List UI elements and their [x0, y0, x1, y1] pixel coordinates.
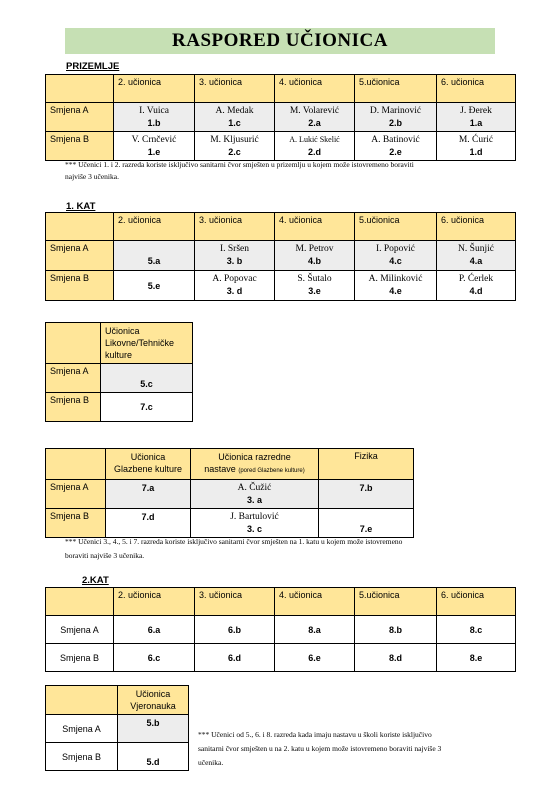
class-cell	[191, 509, 319, 538]
class-code: 6.b	[227, 624, 241, 635]
class-cell	[101, 393, 193, 422]
class-code: 8.a	[308, 624, 321, 635]
table-row	[46, 480, 414, 509]
header-cell: 3. učionica	[195, 75, 275, 103]
header-cell: 4. učionica	[275, 588, 355, 616]
header-cell: 3. učionica	[195, 588, 275, 616]
class-cell	[275, 271, 355, 301]
class-cell	[355, 616, 437, 644]
note-prizemlje-line2: najviše 3 učenika.	[65, 172, 119, 181]
header-line: kulture	[105, 350, 133, 360]
class-cell	[355, 103, 437, 132]
class-cell	[437, 103, 516, 132]
header-line: Vjeronauka	[130, 701, 176, 711]
teacher-name: V. Crnčević	[131, 135, 177, 145]
header-corner	[46, 686, 118, 715]
teacher-name: A. Batinović	[371, 135, 420, 145]
row-label: Smjena B	[46, 644, 114, 672]
section-heading-2-kat: 2.KAT	[82, 575, 109, 586]
header-cell: 5.učionica	[355, 213, 437, 241]
teacher-name: D. Marinović	[369, 106, 422, 116]
class-code: 7.c	[140, 402, 153, 412]
class-cell	[114, 241, 195, 271]
row-label: Smjena B	[46, 132, 114, 161]
class-code: 4.b	[307, 256, 321, 266]
class-cell	[191, 480, 319, 509]
section-heading-prizemlje: PRIZEMLJE	[66, 61, 120, 72]
teacher-name: I. Vuica	[139, 106, 169, 116]
note-2-kat-line2: sanitarni čvor smješten u na 2. katu u kojem može istovremeno boraviti najviše 3	[198, 744, 442, 753]
teacher-name: I. Sršen	[219, 244, 250, 254]
teacher-name: I. Popović	[375, 244, 416, 254]
class-cell	[118, 743, 189, 771]
teacher-name: J. Bartulović	[230, 512, 279, 522]
teacher-name: M. Volarević	[289, 106, 340, 116]
class-code: 1.c	[228, 118, 241, 128]
class-code: 1.b	[147, 118, 161, 128]
class-cell	[195, 103, 275, 132]
class-code: 3.e	[308, 286, 321, 296]
header-cell	[118, 686, 189, 715]
header-cell: 2. učionica	[114, 75, 195, 103]
row-label: Smjena A	[46, 103, 114, 132]
table-likovna-tehnicka	[45, 322, 193, 422]
header-corner	[46, 75, 114, 103]
class-cell	[275, 644, 355, 672]
class-code: 6.e	[308, 652, 321, 663]
page-title: RASPORED UČIONICA	[65, 28, 495, 54]
header-cell	[101, 323, 193, 364]
row-label: Smjena A	[46, 364, 101, 393]
header-line: nastave	[204, 464, 236, 474]
header-cell	[106, 449, 191, 480]
class-cell	[114, 271, 195, 301]
class-code: 5.d	[146, 757, 160, 767]
note-2-kat-line3: učenika.	[198, 758, 224, 767]
class-code: 2.c	[228, 147, 241, 157]
teacher-name: M. Petrov	[295, 244, 334, 254]
header-line: Učionica razredne	[218, 452, 291, 462]
note-1-kat-line1: *** Učenici 3., 4., 5. i 7. razreda koriste isključivo sanitarni čvor smješten na 1. katu u kojem može istovremeno	[65, 537, 403, 546]
class-cell	[355, 241, 437, 271]
teacher-name	[118, 243, 190, 255]
header-corner	[46, 449, 106, 480]
class-cell	[114, 103, 195, 132]
header-cell: 4. učionica	[275, 75, 355, 103]
class-cell	[437, 616, 516, 644]
teacher-name: S. Šutalo	[297, 274, 332, 284]
header-line: Glazbene kulture	[113, 464, 183, 474]
table-row	[46, 364, 193, 393]
class-code: 2.e	[389, 147, 402, 157]
class-code: 6.a	[147, 624, 161, 635]
class-cell	[106, 509, 191, 538]
note-prizemlje-line1: *** Učenici 1. i 2. razreda koriste isključivo sanitarni čvor smješten u prizemlju u kojem može istovremeno boraviti	[65, 160, 414, 169]
class-cell	[195, 616, 275, 644]
class-code: 6.c	[147, 652, 161, 663]
class-code: 6.d	[227, 652, 241, 663]
class-code: 8.d	[388, 652, 402, 663]
class-code: 8.e	[469, 652, 483, 663]
class-cell	[437, 271, 516, 301]
table-vjeronauk	[45, 685, 189, 771]
header-line: Likovne/Tehničke	[105, 338, 175, 348]
header-cell: 3. učionica	[195, 213, 275, 241]
class-cell	[355, 271, 437, 301]
table-2-kat	[45, 587, 516, 672]
class-code: 1.a	[469, 118, 483, 128]
teacher-name: P. Ćerlek	[458, 274, 494, 284]
header-cell: 5.učionica	[355, 75, 437, 103]
header-cell: Fizika	[319, 449, 414, 480]
header-cell: 4. učionica	[275, 213, 355, 241]
table-1-kat	[45, 212, 516, 301]
class-code: 8.b	[388, 624, 402, 635]
row-label: Smjena B	[46, 393, 101, 422]
class-cell	[355, 132, 437, 161]
row-label: Smjena A	[46, 241, 114, 271]
class-cell	[437, 241, 516, 271]
teacher-name: A. Medak	[215, 106, 254, 116]
note-1-kat-line2: boraviti najviše 3 učenika.	[65, 551, 145, 560]
table-glazbena-fizika	[45, 448, 414, 538]
header-cell	[191, 449, 319, 480]
header-cell: 2. učionica	[114, 588, 195, 616]
class-code: 2.b	[388, 118, 402, 128]
table-row	[46, 743, 189, 771]
teacher-name: A. Čužić	[237, 483, 272, 493]
class-code: 3. b	[226, 256, 243, 266]
header-subnote: (pored Glazbene kulture)	[238, 468, 305, 474]
class-cell	[355, 644, 437, 672]
class-cell	[275, 616, 355, 644]
section-heading-1-kat: 1. KAT	[66, 201, 96, 212]
teacher-name: A. Milinković	[368, 274, 423, 284]
row-label: Smjena A	[46, 715, 118, 743]
class-code: 5.b	[146, 718, 160, 728]
header-cell: 5.učionica	[355, 588, 437, 616]
class-code: 3. d	[226, 286, 243, 296]
table-row	[46, 241, 516, 271]
table-row	[46, 715, 189, 743]
class-code: 7.e	[359, 524, 373, 534]
class-code: 7.b	[359, 483, 373, 493]
teacher-name: M. Ćurić	[458, 135, 494, 145]
header-corner	[46, 588, 114, 616]
class-cell	[118, 715, 189, 743]
header-corner	[46, 213, 114, 241]
header-cell: 6. učionica	[437, 588, 516, 616]
class-cell	[195, 241, 275, 271]
header-cell: 6. učionica	[437, 75, 516, 103]
row-label: Smjena B	[46, 743, 118, 771]
header-cell: 6. učionica	[437, 213, 516, 241]
teacher-name: J. Đerek	[460, 106, 492, 116]
class-cell	[114, 132, 195, 161]
class-cell	[106, 480, 191, 509]
class-code: 4.a	[469, 256, 483, 266]
teacher-name: N. Šunjić	[458, 244, 494, 254]
header-cell: 2. učionica	[114, 213, 195, 241]
class-cell	[437, 644, 516, 672]
class-code: 7.a	[141, 483, 155, 493]
table-row	[46, 132, 516, 161]
row-label: Smjena A	[46, 616, 114, 644]
class-code: 3. c	[246, 524, 262, 534]
class-cell	[195, 271, 275, 301]
teacher-name: A. Popovac	[212, 274, 257, 284]
class-code: 2.a	[308, 118, 321, 128]
class-code: 2.d	[307, 147, 321, 157]
table-row	[46, 509, 414, 538]
class-code: 5.c	[140, 379, 153, 389]
class-code: 4.e	[389, 286, 402, 296]
class-cell	[114, 616, 195, 644]
note-2-kat-line1: *** Učenici od 5., 6. i 8. razreda kada imaju nastavu u školi koriste isključivo	[198, 730, 432, 739]
class-cell	[319, 480, 414, 509]
class-cell	[275, 132, 355, 161]
table-row	[46, 644, 516, 672]
class-code: 1.d	[469, 147, 483, 157]
class-code: 1.e	[147, 147, 161, 157]
row-label: Smjena B	[46, 271, 114, 301]
class-cell	[195, 132, 275, 161]
class-cell	[319, 509, 414, 538]
class-code: 4.d	[469, 286, 483, 296]
table-row	[46, 103, 516, 132]
header-line: Učionica	[105, 326, 140, 336]
table-row	[46, 393, 193, 422]
class-cell	[275, 103, 355, 132]
teacher-name: A. Lukić Skelić	[289, 135, 340, 144]
header-line: Učionica	[130, 452, 166, 462]
class-code: 3. a	[246, 495, 262, 505]
class-cell	[195, 644, 275, 672]
header-line: Učionica	[135, 689, 171, 699]
class-code: 5.a	[147, 256, 161, 266]
row-label: Smjena B	[46, 509, 106, 538]
teacher-name: M. Kljusurić	[210, 135, 259, 145]
class-cell	[101, 364, 193, 393]
table-row	[46, 616, 516, 644]
class-cell	[114, 644, 195, 672]
class-code: 7.d	[141, 512, 155, 522]
class-cell	[437, 132, 516, 161]
class-code: 8.c	[469, 624, 483, 635]
class-code: 4.c	[389, 256, 402, 266]
class-code: 5.e	[147, 280, 161, 291]
class-cell	[275, 241, 355, 271]
header-corner	[46, 323, 101, 364]
table-prizemlje	[45, 74, 516, 161]
row-label: Smjena A	[46, 480, 106, 509]
table-row	[46, 271, 516, 301]
